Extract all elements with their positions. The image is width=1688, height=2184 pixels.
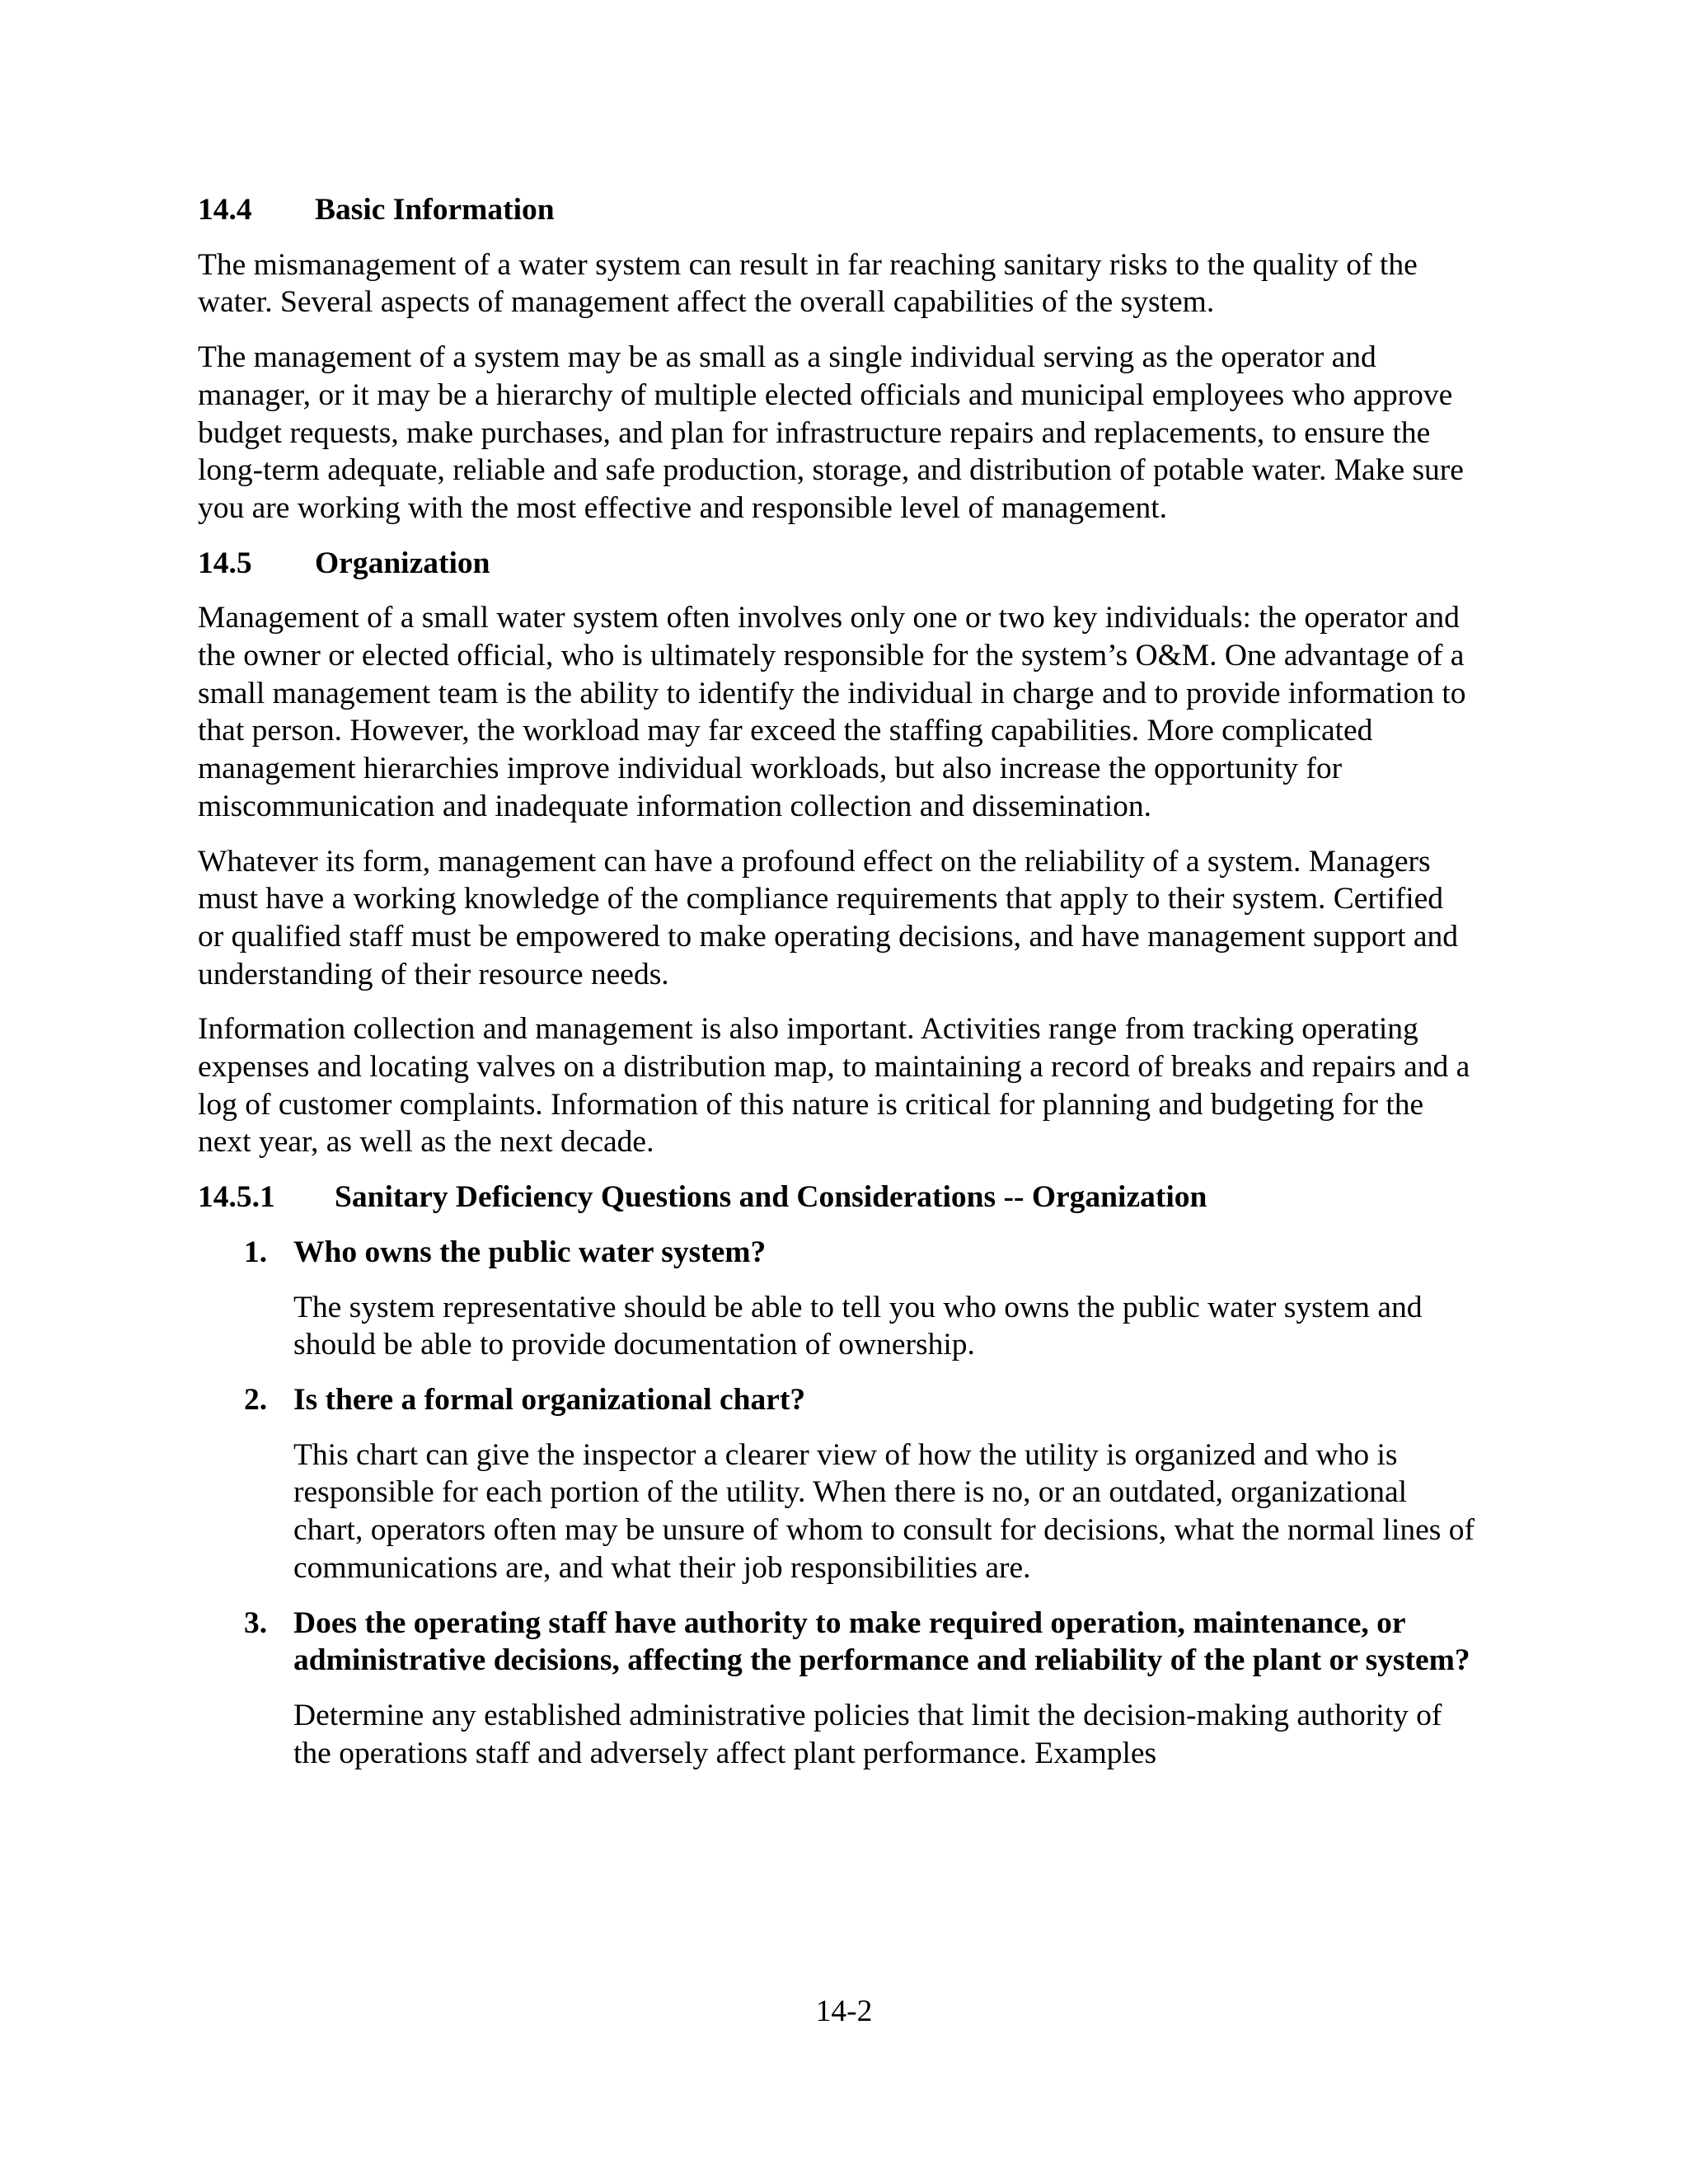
section-heading-14-4 [198,191,1475,229]
paragraph: Management of a small water system often involves only one or two key individuals: the operator and the owner or elected official, who is ultimately responsible for the system’s O&M. One advantage of a small management team is the ability to identify the individual in charge and to provide information to that person. However, the workload may far exceed the staffing capabilities. More complicated management hierarchies improve individual workloads, but also increase the opportunity for miscommunication and inadequate information collection and dissemination. [198,601,1466,823]
paragraph: Information collection and management is also important. Activities range from tracking operating expenses and locating valves on a distribution map, to maintaining a record of breaks and repairs and a log of customer complaints. Information of this nature is critical for planning and budgeting for the next year, as well as the next decade. [198,1012,1470,1160]
section-heading-14-5-1 [198,1179,1475,1216]
section-number: 14.5.1 [198,1180,275,1215]
section-number: 14.5 [198,546,252,580]
question-number: 1. [244,1235,268,1269]
paragraph: The mismanagement of a water system can result in far reaching sanitary risks to the quality of the water. Several aspects of management affect the overall capabilities of the system. [198,247,1418,320]
question-text: Does the operating staff have authority to make required operation, maintenance, or administrative decisions, affecting the performance and reliability of the plant or system? [293,1605,1470,1678]
question-number: 2. [244,1382,268,1417]
document-page [198,191,1475,1789]
question-item [198,1381,1475,1419]
section-number: 14.4 [198,193,252,227]
answer-text: The system representative should be able to tell you who owns the public water system and should be able to provide documentation of ownership. [293,1290,1423,1362]
paragraph: The management of a system may be as small as a single individual serving as the operator and manager, or it may be a hierarchy of multiple elected officials and municipal employees who approve budget requests, make purchases, and plan for infrastructure repairs and replacements, to ensure the long-term adequate, reliable and safe production, storage, and distribution of potable water. Make sure you are working with the most effective and responsible level of management. [198,340,1464,525]
question-item [198,1605,1475,1680]
section-heading-14-5 [198,545,1475,583]
answer-text: This chart can give the inspector a clearer view of how the utility is organized and who is responsible for each portion of the utility. When there is no, or an outdated, organizational chart, operators often may be unsure of whom to consult for decisions, what the normal lines of communications are, and what their job responsibilities are. [293,1437,1475,1585]
section-title: Organization [315,546,490,580]
section-title: Sanitary Deficiency Questions and Considerations -- Organization [335,1180,1207,1215]
section-title: Basic Information [315,193,555,227]
answer-text: Determine any established administrative policies that limit the decision-making authority of the operations staff and adversely affect plant performance. Examples [293,1698,1442,1770]
question-text: Is there a formal organizational chart? [293,1382,806,1417]
page-number: 14-2 [815,1994,873,2028]
paragraph: Whatever its form, management can have a profound effect on the reliability of a system. Managers must have a working knowledge of the compliance requirements that apply to their system. Certified or qualified staff must be empowered to make operating decisions, and have management support and understanding of their resource needs. [198,844,1459,991]
question-item [198,1234,1475,1272]
question-text: Who owns the public water system? [293,1235,767,1269]
question-number: 3. [244,1605,268,1640]
